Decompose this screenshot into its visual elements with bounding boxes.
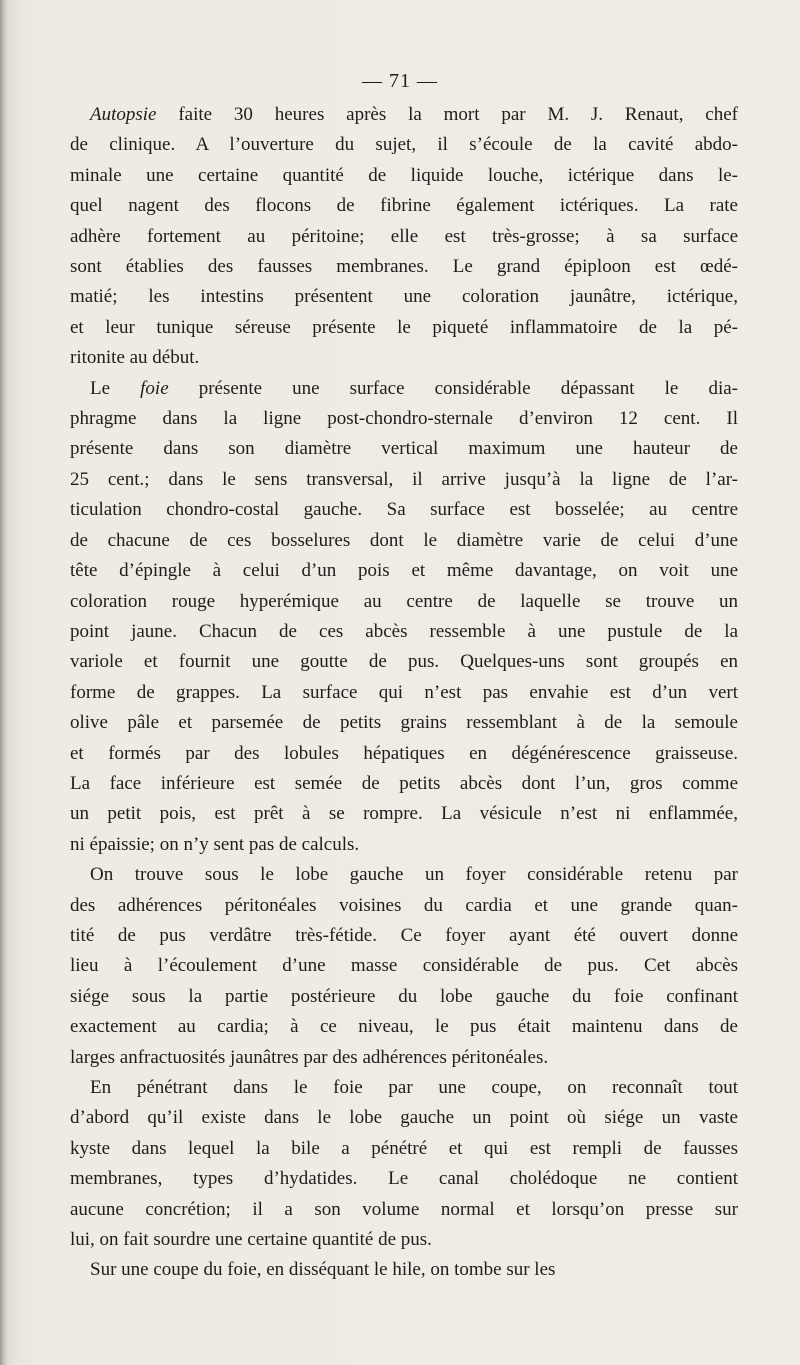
text-line (70, 434, 738, 464)
line-text: matié; les intestins présentent une coloration jaunâtre, ictérique, (70, 286, 738, 308)
line-text: kyste dans lequel la bile a pénétré et qui est rempli de fausses (70, 1137, 738, 1159)
text-line (70, 374, 738, 404)
line-text: siége sous la partie postérieure du lobe gauche du foie confinant (70, 985, 738, 1007)
text-line (70, 1255, 738, 1285)
text-line (70, 1134, 738, 1164)
line-text: exactement au cardia; à ce niveau, le pus était maintenu dans de (70, 1016, 738, 1038)
text-line (70, 830, 738, 860)
text-line (70, 130, 738, 160)
line-text: larges anfractuosités jaunâtres par des adhérences péritonéales. (70, 1046, 549, 1068)
line-text: point jaune. Chacun de ces abcès ressemble à une pustule de la (70, 620, 738, 642)
text-line (70, 1195, 738, 1225)
paragraph (70, 374, 738, 861)
text-line (70, 587, 738, 617)
line-text: ticulation chondro-costal gauche. Sa surface est bosselée; au centre (70, 499, 738, 521)
line-text: présente dans son diamètre vertical maximum une hauteur de (70, 438, 738, 460)
text-line (70, 1012, 738, 1042)
line-text: coloration rouge hyperémique au centre de laquelle se trouve un (70, 590, 738, 612)
line-text: adhère fortement au péritoine; elle est très-grosse; à sa surface (70, 225, 738, 247)
line-text: faite 30 heures après la mort par M. J. Renaut, chef (156, 104, 738, 125)
line-text: lui, on fait sourdre une certaine quantité de pus. (70, 1229, 432, 1251)
text-line (70, 282, 738, 312)
italic-term: foie (140, 377, 169, 399)
line-text: olive pâle et parsemée de petits grains ressemblant à de la semoule (70, 712, 738, 734)
text-line (70, 404, 738, 434)
line-text: présente une surface considérable dépassant le dia- (168, 377, 738, 399)
text-line (70, 799, 738, 829)
text-line (70, 252, 738, 282)
line-text: En pénétrant dans le foie par une coupe, on reconnaît tout (90, 1077, 738, 1098)
text-line (70, 647, 738, 677)
text-line (70, 769, 738, 799)
line-text: quel nagent des flocons de fibrine également ictériques. La rate (70, 195, 738, 217)
line-text: de clinique. A l’ouverture du sujet, il s’écoule de la cavité abdo- (70, 134, 738, 156)
text-line (70, 343, 738, 373)
text-line (70, 739, 738, 769)
paragraph (70, 860, 738, 1073)
text-line (70, 617, 738, 647)
text-line (70, 222, 738, 252)
text-line (70, 191, 738, 221)
line-text: La face inférieure est semée de petits abcès dont l’un, gros comme (70, 772, 738, 794)
line-text: forme de grappes. La surface qui n’est pas envahie est d’un vert (70, 681, 738, 703)
text-line (70, 1043, 738, 1073)
text-line (70, 1225, 738, 1255)
paragraph (70, 100, 738, 374)
text-line (70, 1164, 738, 1194)
text-line (70, 100, 738, 130)
paragraph (70, 1255, 738, 1285)
line-text: lieu à l’écoulement d’une masse considérable de pus. Cet abcès (70, 955, 738, 977)
line-text: des adhérences péritonéales voisines du cardia et une grande quan- (70, 894, 738, 916)
paragraph (70, 1073, 738, 1255)
text-line (70, 860, 738, 890)
italic-term: Autopsie (90, 104, 157, 125)
line-text: 25 cent.; dans le sens transversal, il arrive jusqu’à la ligne de l’ar- (70, 468, 738, 490)
line-text: ritonite au début. (70, 347, 200, 369)
text-line (70, 1073, 738, 1103)
line-text: membranes, types d’hydatides. Le canal cholédoque ne contient (70, 1168, 738, 1190)
text-line (70, 495, 738, 525)
text-line (70, 678, 738, 708)
text-line (70, 708, 738, 738)
line-text: aucune concrétion; il a son volume normal et lorsqu’on presse sur (70, 1198, 738, 1220)
line-text: d’abord qu’il existe dans le lobe gauche un point où siége un vaste (70, 1107, 738, 1129)
text-line (70, 313, 738, 343)
text-line (70, 891, 738, 921)
line-text: variole et fournit une goutte de pus. Quelques-uns sont groupés en (70, 651, 738, 673)
text-line (70, 951, 738, 981)
text-line (70, 526, 738, 556)
line-text: de chacune de ces bosselures dont le diamètre varie de celui d’une (70, 529, 738, 551)
line-text: sont établies des fausses membranes. Le grand épiploon est œdé- (70, 256, 738, 278)
line-text: phragme dans la ligne post-chondro-sternale d’environ 12 cent. Il (70, 408, 738, 430)
line-text: minale une certaine quantité de liquide louche, ictérique dans le- (70, 164, 738, 186)
text-line (70, 921, 738, 951)
text-line (70, 556, 738, 586)
line-text: un petit pois, est prêt à se rompre. La vésicule n’est ni enflammée, (70, 803, 738, 825)
line-text: ni épaissie; on n’y sent pas de calculs. (70, 833, 360, 855)
page-number: — 71 — (362, 70, 438, 92)
text-line (70, 465, 738, 495)
text-line (70, 982, 738, 1012)
text-line (70, 1103, 738, 1133)
binding-edge (0, 0, 8, 1365)
body-text (70, 100, 738, 1286)
text-line (70, 161, 738, 191)
line-text: et formés par des lobules hépatiques en dégénérescence graisseuse. (70, 742, 738, 764)
line-text: tête d’épingle à celui d’un pois et même davantage, on voit une (70, 560, 738, 582)
line-text: Sur une coupe du foie, en disséquant le hile, on tombe sur les (90, 1259, 556, 1281)
line-text: On trouve sous le lobe gauche un foyer considérable retenu par (90, 864, 738, 886)
line-text: Le (90, 377, 141, 399)
line-text: et leur tunique séreuse présente le piqueté inflammatoire de la pé- (70, 316, 738, 338)
line-text: tité de pus verdâtre très-fétide. Ce foyer ayant été ouvert donne (70, 924, 738, 946)
